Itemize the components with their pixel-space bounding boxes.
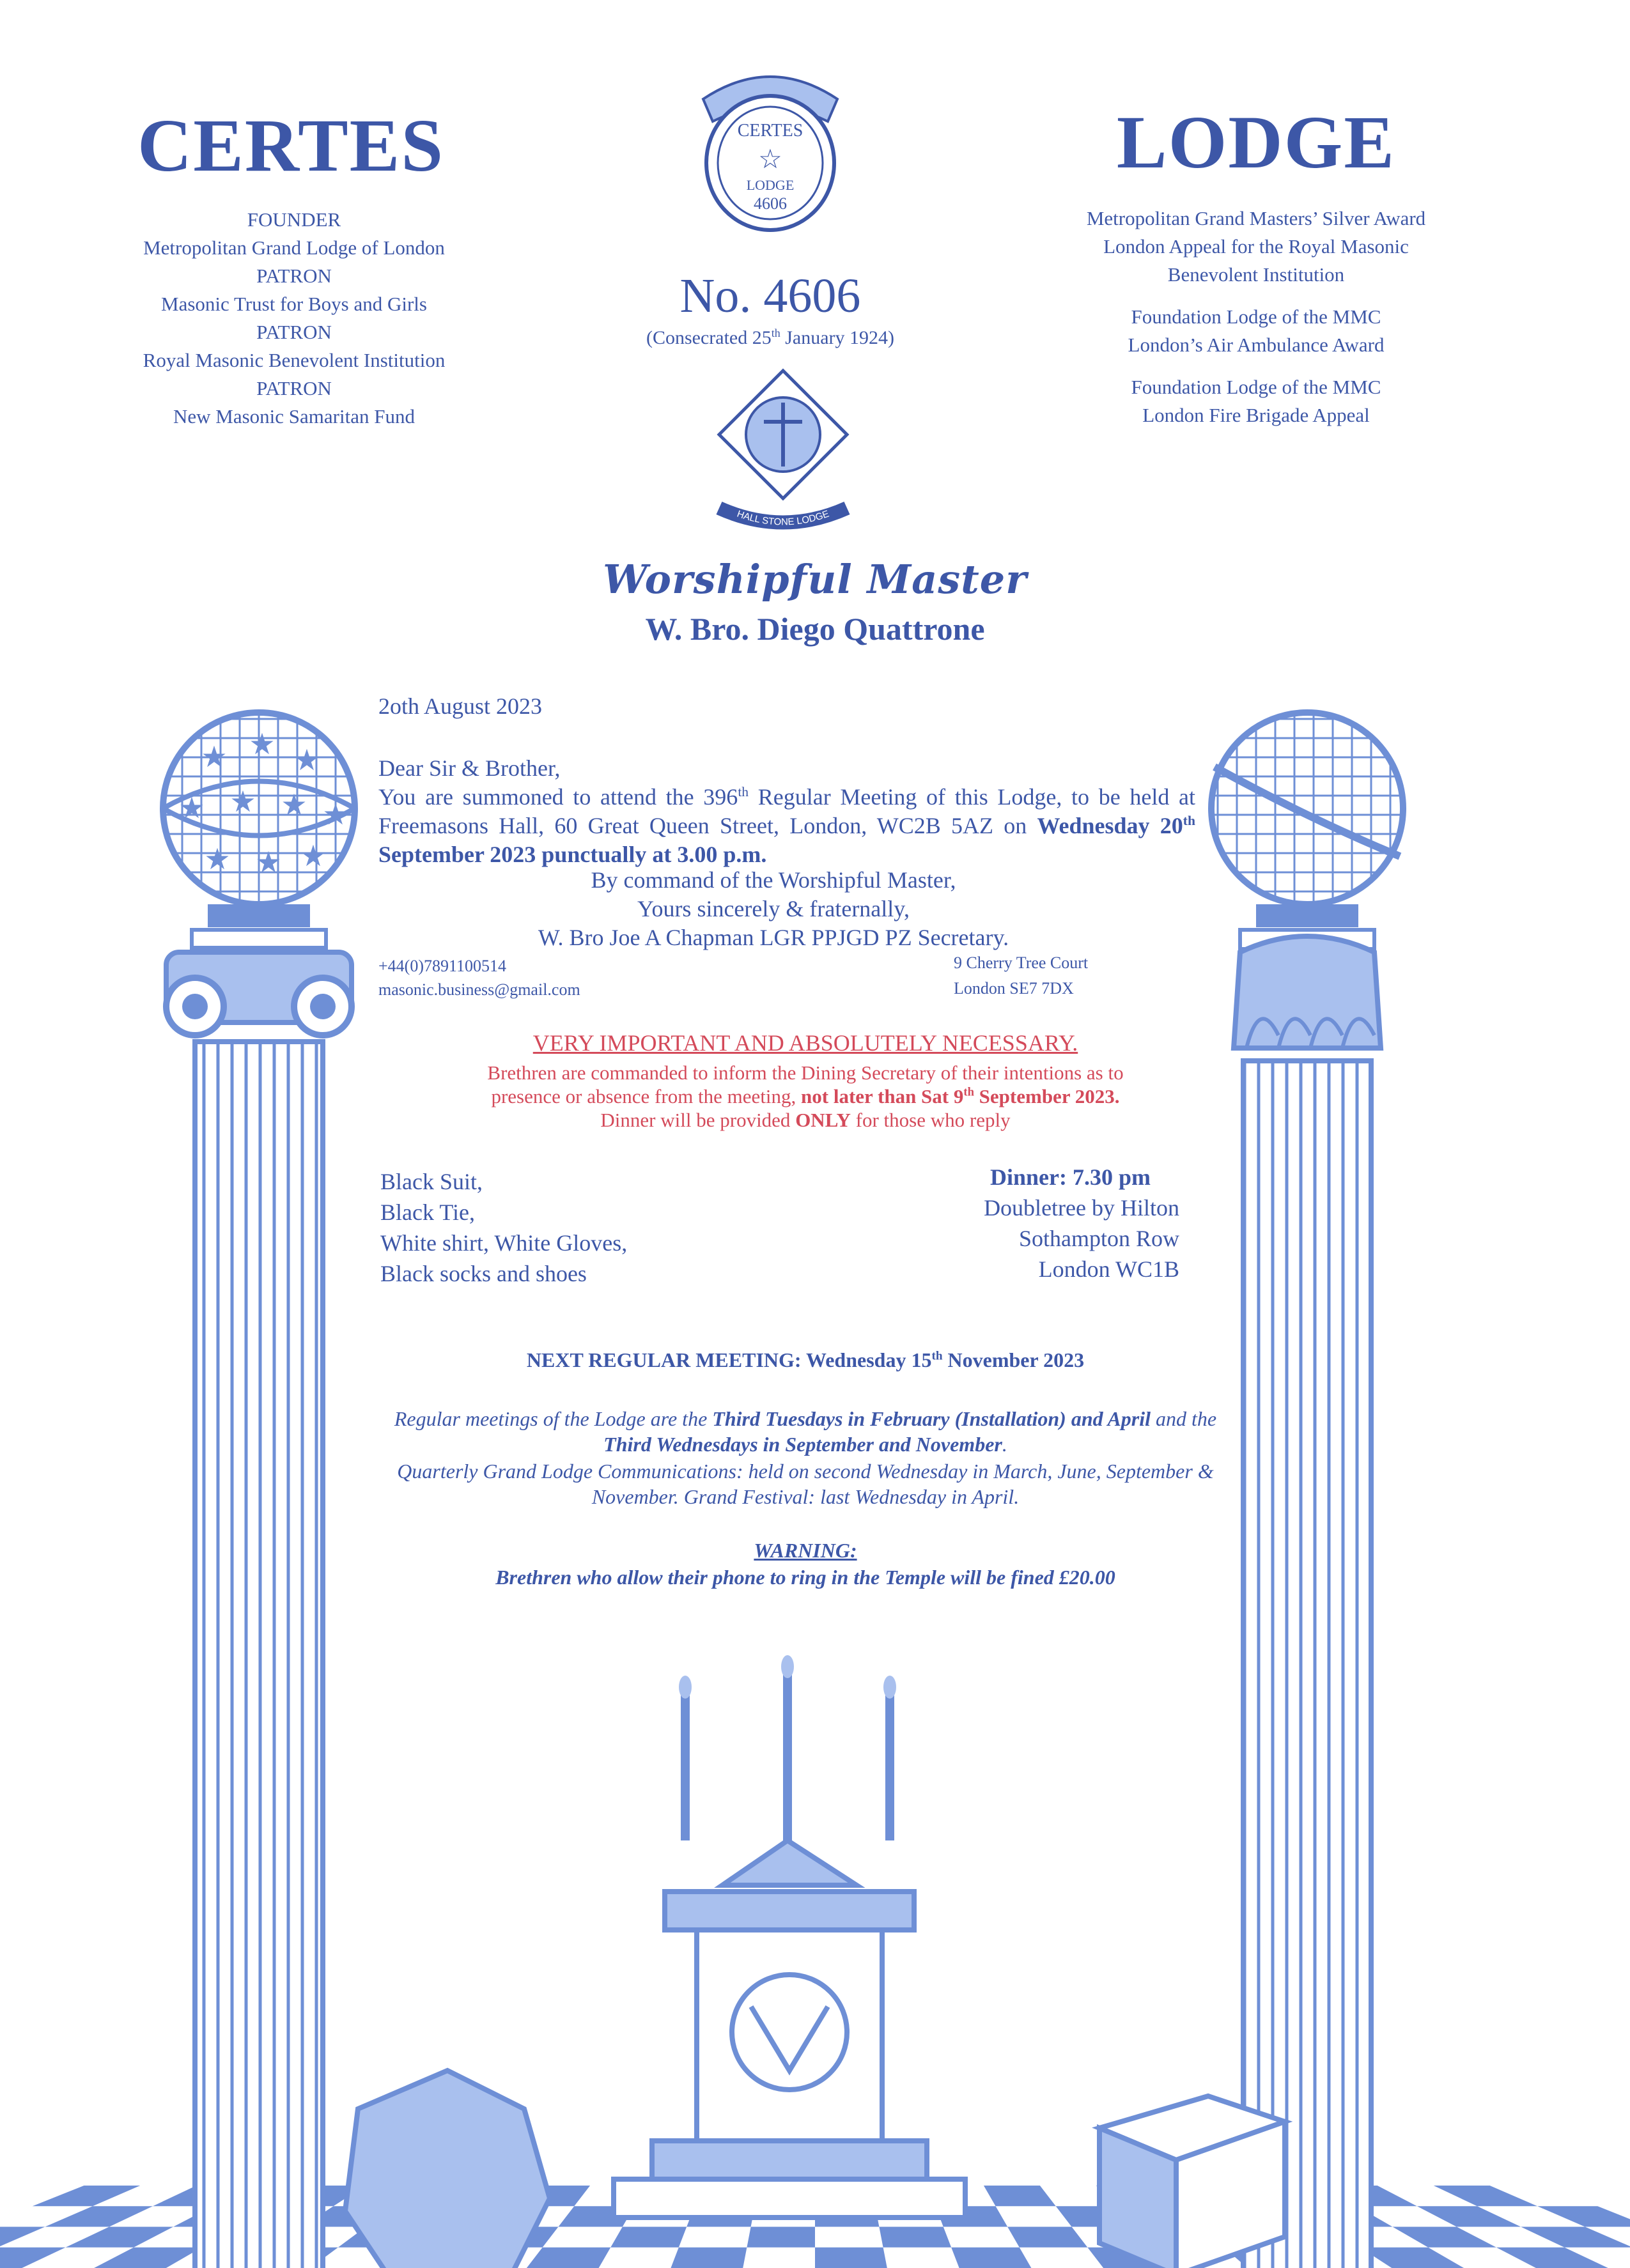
notice-heading: VERY IMPORTANT AND ABSOLUTELY NECESSARY.	[532, 1030, 1078, 1056]
dinner-venue-line: Sothampton Row	[1018, 1226, 1179, 1251]
svg-text:★: ★	[201, 739, 228, 774]
notice-text: Brethren are commanded to inform the Dining Secretary of their intentions as to presence or absence from the meeting, not later than Sat 9th September 2023. Dinner will be provided ONLY for those who reply	[487, 1061, 1124, 1131]
warning-title: WARNING:	[754, 1539, 857, 1562]
svg-text:★: ★	[249, 727, 276, 761]
floor-tile	[951, 2248, 1031, 2268]
left-role-item: PATRON	[256, 321, 332, 343]
dinner-details	[831, 1162, 1179, 1284]
consecrated-date: (Consecrated 25th January 1924)	[646, 327, 895, 348]
right-pillar	[1211, 713, 1403, 2268]
rough-ashlar	[345, 2071, 550, 2268]
letter-date: 2oth August 2023	[378, 693, 543, 719]
floor-tile	[94, 2248, 202, 2268]
closing-line: Yours sincerely & fraternally,	[637, 896, 910, 922]
award-group	[1023, 204, 1489, 289]
svg-text:★: ★	[204, 842, 231, 876]
award-group	[1023, 303, 1489, 359]
address-line-2: London SE7 7DX	[954, 979, 1074, 998]
floor-tile	[1392, 2227, 1496, 2248]
dinner-venue-line: London WC1B	[1038, 1256, 1179, 1282]
svg-text:★: ★	[178, 791, 205, 825]
hall-stone-jewel-emblem	[706, 364, 860, 537]
award-line: London Fire Brigade Appeal	[1142, 404, 1370, 426]
address-line-1: 9 Cherry Tree Court	[954, 953, 1089, 972]
hall-stone-text: HALL STONE LODGE	[735, 508, 831, 528]
award-group	[1023, 373, 1489, 429]
command-line: By command of the Worshipful Master,	[591, 867, 956, 893]
dress-code-item: Black Tie,	[380, 1200, 476, 1225]
floor-tile	[1417, 2206, 1521, 2226]
dinner-time: Dinner: 7.30 pm	[990, 1164, 1151, 1190]
svg-text:★: ★	[293, 743, 320, 777]
floor-tile	[0, 2248, 66, 2268]
left-role-item: Masonic Trust for Boys and Girls	[161, 293, 427, 315]
dress-code-list	[380, 1166, 828, 1289]
dinner-venue-line: Doubletree by Hilton	[984, 1195, 1179, 1221]
floor-tile	[0, 2227, 45, 2248]
meeting-schedule: Regular meetings of the Lodge are the Third Tuesdays in February (Installation) and April and the Third Wednesdays in September and November.	[394, 1407, 1217, 1456]
right-globe	[1211, 713, 1403, 904]
award-line: Benevolent Institution	[1167, 263, 1345, 286]
left-title: CERTES	[137, 104, 445, 187]
left-role-item: PATRON	[256, 377, 332, 399]
summons-paragraph: You are summoned to attend the 396th Regular Meeting of this Lodge, to be held at Freemasons Hall, 60 Great Queen Street, London, WC2B 5AZ on Wednesday 20th September 2023 punctually at 3.00 p.m.	[378, 784, 1195, 867]
signature-line: W. Bro Joe A Chapman LGR PPJGD PZ Secretary.	[538, 925, 1009, 950]
letter-salutation: Dear Sir & Brother,	[378, 755, 561, 781]
left-role-item: FOUNDER	[247, 208, 341, 231]
quarterly-communications: Quarterly Grand Lodge Communications: held on second Wednesday in March, June, September & November. Grand Festival: last Wednesday in April.	[397, 1460, 1214, 1508]
floor-tile	[984, 2186, 1056, 2206]
dress-code-item: Black socks and shoes	[380, 1261, 587, 1286]
award-line: London’s Air Ambulance Award	[1128, 334, 1385, 356]
floor-tile	[747, 2227, 815, 2248]
floor-tile	[1007, 2227, 1087, 2248]
warning-text: Brethren who allow their phone to ring in the Temple will be fined £20.00	[495, 1566, 1115, 1589]
svg-text:★: ★	[300, 838, 327, 873]
master-title: Worshipful Master	[603, 556, 1027, 603]
left-role-item: PATRON	[256, 265, 332, 287]
floor-tile	[66, 2227, 174, 2248]
floor-tile	[1360, 2248, 1464, 2268]
award-line: London Appeal for the Royal Masonic	[1103, 235, 1409, 258]
master-name: W. Bro. Diego Quattrone	[645, 611, 985, 647]
dress-code-item: White shirt, White Gloves,	[380, 1230, 628, 1256]
floor-tile	[879, 2227, 951, 2248]
floor-tile	[1496, 2248, 1608, 2268]
seal-top-text: CERTES	[737, 121, 803, 141]
lodge-seal-emblem	[690, 61, 850, 233]
left-pillar	[163, 713, 355, 2268]
left-role-item: Metropolitan Grand Lodge of London	[143, 236, 445, 259]
award-line: Foundation Lodge of the MMC	[1131, 305, 1381, 328]
floor-tile	[45, 2206, 153, 2226]
lodge-number: No. 4606	[679, 269, 861, 323]
left-role-item: New Masonic Samaritan Fund	[173, 405, 415, 428]
floor-tile	[815, 2248, 887, 2268]
seal-lodge-text: LODGE	[746, 177, 795, 193]
star-icon: ☆	[758, 143, 782, 174]
svg-text:★: ★	[229, 784, 256, 819]
altar	[614, 1655, 965, 2218]
floor-tile	[1521, 2227, 1630, 2248]
right-awards-list	[1023, 204, 1489, 444]
seal-number-text: 4606	[754, 194, 787, 213]
next-meeting: NEXT REGULAR MEETING: Wednesday 15th November 2023	[526, 1348, 1085, 1371]
floor-tile	[1537, 2206, 1630, 2226]
phone-number: +44(0)7891100514	[378, 957, 507, 975]
left-role-item: Royal Masonic Benevolent Institution	[143, 349, 446, 371]
floor-tile	[671, 2248, 747, 2268]
award-line: Metropolitan Grand Masters’ Silver Award	[1086, 207, 1426, 229]
floor-tile	[1434, 2186, 1537, 2206]
award-line: Foundation Lodge of the MMC	[1131, 376, 1381, 398]
perfect-ashlar	[1099, 2096, 1285, 2268]
floor-tile	[33, 2186, 141, 2206]
right-title: LODGE	[1116, 100, 1396, 184]
dress-code-item: Black Suit,	[380, 1169, 483, 1194]
svg-text:★: ★	[281, 787, 307, 822]
svg-text:★: ★	[322, 797, 349, 831]
email-address[interactable]: masonic.business@gmail.com	[378, 980, 580, 999]
svg-text:★: ★	[255, 845, 282, 879]
left-roles-list	[70, 206, 518, 431]
floor-tile	[527, 2248, 610, 2268]
floor-tile	[610, 2227, 687, 2248]
